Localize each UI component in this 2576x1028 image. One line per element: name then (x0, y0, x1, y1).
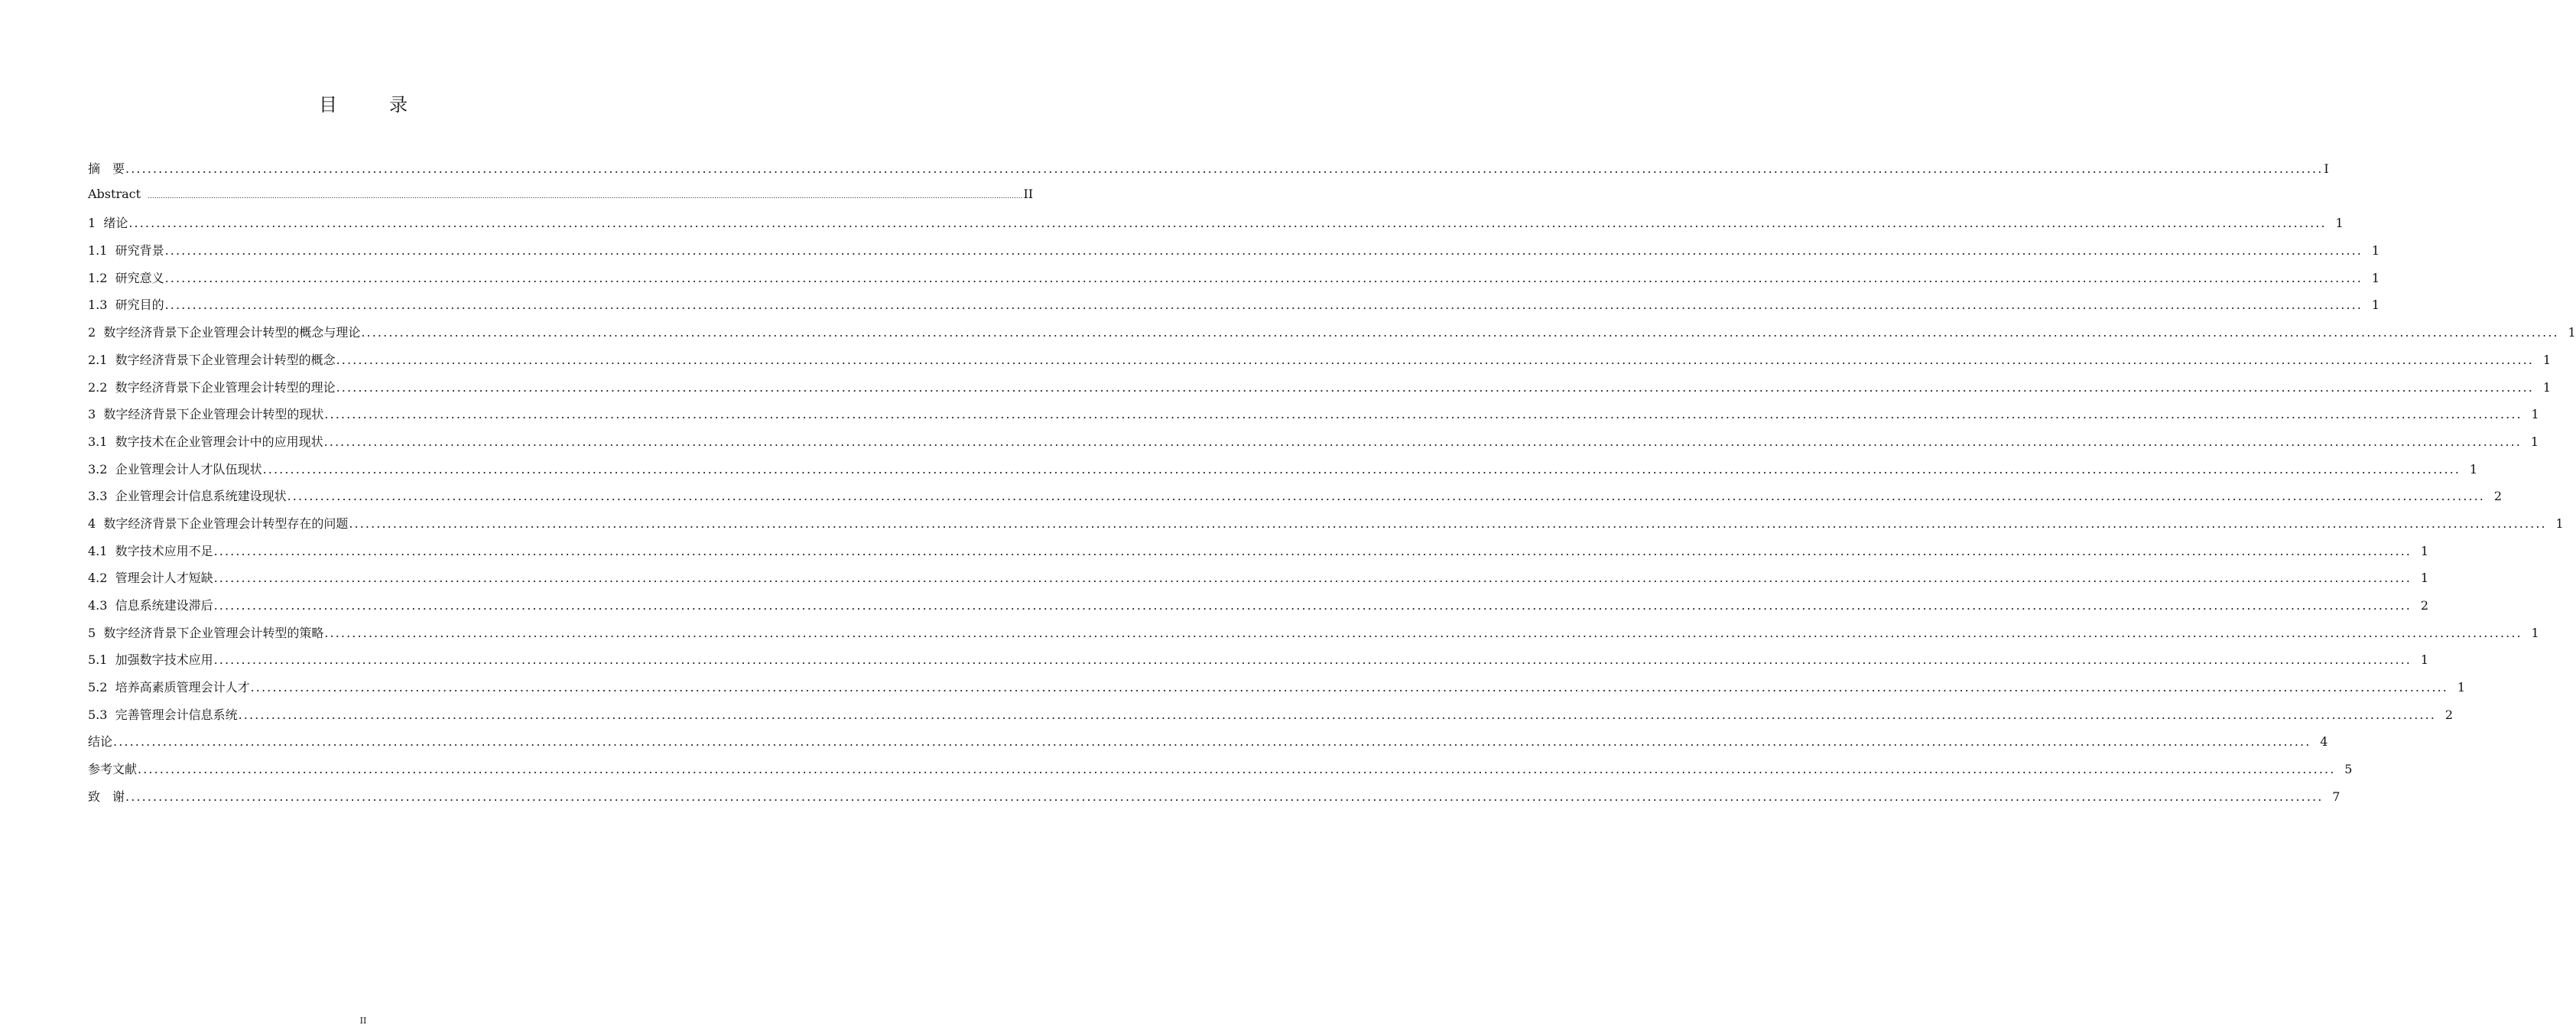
toc-entry-label: 5.1 加强数字技术应用 (88, 652, 213, 668)
toc-dot-leader: ................................................................................................................................................................................................................................................................................................................................................................................................................ (238, 707, 2436, 722)
toc-entry-page-number: 1 (2420, 571, 2428, 586)
toc-entry[interactable] (88, 186, 1034, 214)
toc-dot-leader: ................................................................................................................................................................................................................................................................................................................................................................................................................ (128, 216, 2327, 231)
toc-entry-page-number: 1 (2371, 270, 2379, 285)
toc-entry[interactable] (88, 405, 2539, 432)
toc-entry-label: 5.2 培养高素质管理会计人才 (88, 680, 250, 695)
toc-dot-leader: ................................................................................................................................................................................................................................................................................................................................................................................................................ (125, 161, 2324, 176)
toc-entry[interactable] (88, 432, 2539, 460)
toc-entry-page-number: 1 (2530, 434, 2539, 449)
toc-dot-leader: ................................................................................................................................................................................................................................................................................................................................................................................................................ (349, 516, 2547, 531)
toc-entry[interactable] (88, 678, 2465, 705)
toc-dot-leader: ................................................................................................................................................................................................................................................................................................................................................................................................................ (323, 434, 2522, 449)
toc-entry-page-number: II (1023, 186, 1034, 201)
toc-entry[interactable] (88, 705, 2453, 733)
toc-entry[interactable] (88, 732, 2328, 760)
toc-entry-page-number: 1 (2420, 543, 2428, 558)
toc-entry[interactable] (88, 787, 2340, 815)
toc-dot-leader: ................................................................................................................................................................................................................................................................................................................................................................................................................ (164, 243, 2363, 259)
toc-dot-leader: ................................................................................................................................................................................................................................................................................................................................................................................................................ (148, 192, 1023, 200)
toc-entry[interactable] (88, 378, 2551, 405)
toc-dot-leader: ................................................................................................................................................................................................................................................................................................................................................................................................................ (213, 571, 2412, 586)
toc-dot-leader: ................................................................................................................................................................................................................................................................................................................................................................................................................ (324, 625, 2522, 640)
toc-entry-label: 3 数字经济背景下企业管理会计转型的现状 (88, 407, 324, 422)
toc-entry-page-number: 1 (2542, 379, 2551, 395)
toc-entry-page-number: 1 (2457, 680, 2465, 695)
toc-entry-page-number: 1 (2469, 461, 2477, 477)
toc-entry[interactable] (88, 596, 2428, 623)
toc-entry-page-number: 1 (2371, 298, 2379, 313)
toc-dot-leader: ................................................................................................................................................................................................................................................................................................................................................................................................................ (138, 762, 2336, 777)
toc-entry-label: 4 数字经济背景下企业管理会计转型存在的问题 (88, 516, 349, 531)
toc-entry-label: 3.2 企业管理会计人才队伍现状 (88, 461, 262, 477)
toc-dot-leader: ................................................................................................................................................................................................................................................................................................................................................................................................................ (164, 298, 2363, 313)
toc-dot-leader: ................................................................................................................................................................................................................................................................................................................................................................................................................ (250, 680, 2448, 695)
toc-entry-page-number: 5 (2344, 762, 2353, 777)
toc-entry-label: 2 数字经济背景下企业管理会计转型的概念与理论 (88, 325, 361, 340)
toc-entry-page-number: 2 (2420, 598, 2428, 613)
toc-entry[interactable] (88, 295, 2379, 323)
toc-entry-label: 摘 要 (88, 161, 125, 176)
toc-entry-label: 1.2 研究意义 (88, 270, 164, 285)
toc-entry-page-number: 7 (2332, 789, 2340, 804)
toc-dot-leader: ................................................................................................................................................................................................................................................................................................................................................................................................................ (287, 489, 2485, 504)
toc-entry-label: 1.3 研究目的 (88, 298, 164, 313)
toc-entry-page-number: 1 (2555, 516, 2564, 531)
toc-dot-leader: ................................................................................................................................................................................................................................................................................................................................................................................................................ (164, 270, 2363, 285)
toc-entry[interactable] (88, 760, 2353, 787)
toc-entry-page-number: 1 (2531, 625, 2539, 640)
toc-entry-page-number: 1 (2542, 352, 2551, 367)
toc-entry[interactable] (88, 323, 2576, 350)
toc-entry-label: 4.3 信息系统建设滞后 (88, 598, 213, 613)
toc-entry-label: 参考文献 (88, 762, 138, 777)
toc-entry-label: 1.1 研究背景 (88, 243, 164, 259)
toc-entry-label: 1 绪论 (88, 216, 128, 231)
toc-entry-label: 4.2 管理会计人才短缺 (88, 571, 213, 586)
page-title: 目 录 (319, 94, 424, 115)
toc-dot-leader: ................................................................................................................................................................................................................................................................................................................................................................................................................ (336, 379, 2534, 395)
toc-dot-leader: ................................................................................................................................................................................................................................................................................................................................................................................................................ (324, 407, 2522, 422)
toc-dot-leader: ................................................................................................................................................................................................................................................................................................................................................................................................................ (361, 325, 2559, 340)
toc-entry[interactable] (88, 568, 2428, 596)
toc-entry-label: 结论 (88, 734, 113, 750)
toc-entry-label: 2.1 数字经济背景下企业管理会计转型的概念 (88, 352, 336, 367)
toc-dot-leader: ................................................................................................................................................................................................................................................................................................................................................................................................................ (262, 461, 2461, 477)
toc-entry[interactable] (88, 514, 2564, 542)
toc-dot-leader: ................................................................................................................................................................................................................................................................................................................................................................................................................ (213, 652, 2412, 668)
toc-entry[interactable] (88, 650, 2428, 678)
toc-dot-leader: ................................................................................................................................................................................................................................................................................................................................................................................................................ (213, 543, 2412, 558)
toc-entry-label: 2.2 数字经济背景下企业管理会计转型的理论 (88, 379, 336, 395)
toc-entry-page-number: 1 (2531, 407, 2539, 422)
toc-entry[interactable] (88, 486, 2502, 514)
toc-entry[interactable] (88, 623, 2539, 651)
toc-entry-page-number: 1 (2371, 243, 2379, 259)
toc-entry-label: 3.3 企业管理会计信息系统建设现状 (88, 489, 287, 504)
toc-entry-label: 5.3 完善管理会计信息系统 (88, 707, 238, 722)
toc-entry[interactable] (88, 213, 2344, 241)
toc-entry[interactable] (88, 159, 2329, 187)
toc-entry-page-number: 4 (2320, 734, 2328, 750)
page-number-footer: II (359, 1016, 367, 1026)
toc-dot-leader: ................................................................................................................................................................................................................................................................................................................................................................................................................ (113, 734, 2311, 750)
toc-entry-page-number: 1 (2420, 652, 2428, 668)
toc-entry[interactable] (88, 542, 2428, 569)
toc-entry-label: Abstract (88, 186, 145, 201)
table-of-contents (88, 159, 2576, 815)
toc-entry-page-number: 2 (2444, 707, 2453, 722)
toc-dot-leader: ................................................................................................................................................................................................................................................................................................................................................................................................................ (125, 789, 2324, 804)
toc-entry[interactable] (88, 460, 2477, 487)
toc-entry-page-number: 2 (2493, 489, 2502, 504)
toc-entry[interactable] (88, 241, 2379, 268)
toc-entry-label: 致 谢 (88, 789, 125, 804)
toc-entry[interactable] (88, 268, 2379, 296)
toc-entry-page-number: I (2324, 161, 2329, 176)
toc-entry-page-number: 1 (2568, 325, 2576, 340)
toc-entry[interactable] (88, 350, 2551, 378)
toc-entry-label: 3.1 数字技术在企业管理会计中的应用现状 (88, 434, 323, 449)
toc-entry-page-number: 1 (2335, 216, 2344, 231)
toc-dot-leader: ................................................................................................................................................................................................................................................................................................................................................................................................................ (336, 352, 2534, 367)
toc-entry-label: 4.1 数字技术应用不足 (88, 543, 213, 558)
toc-entry-label: 5 数字经济背景下企业管理会计转型的策略 (88, 625, 324, 640)
toc-dot-leader: ................................................................................................................................................................................................................................................................................................................................................................................................................ (213, 598, 2412, 613)
